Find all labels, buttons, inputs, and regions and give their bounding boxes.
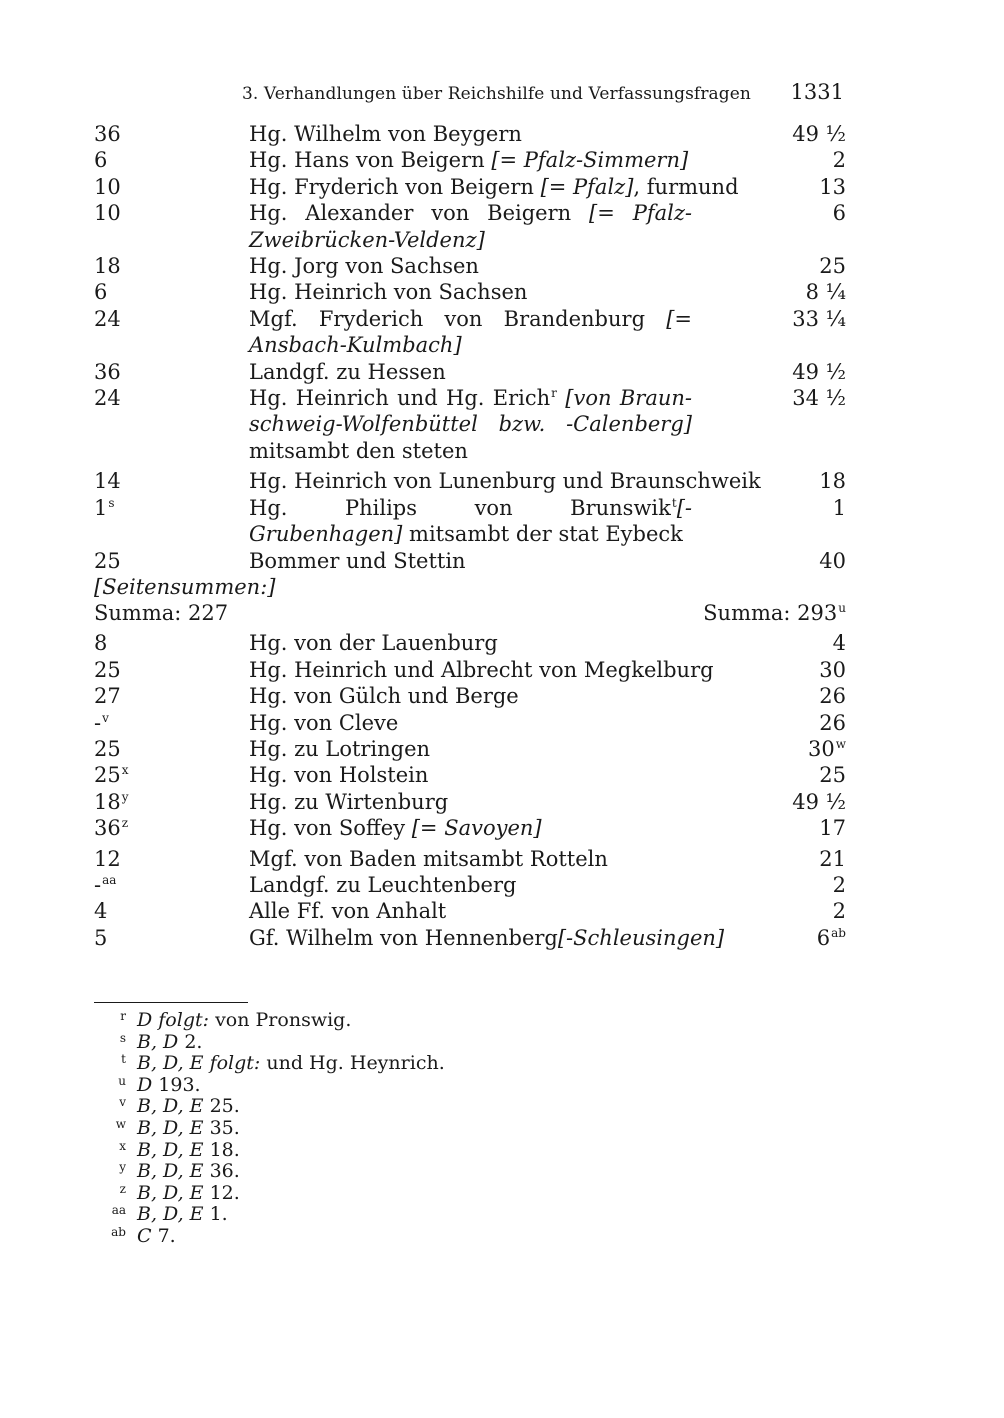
row-value [817, 925, 846, 951]
row-value [792, 789, 846, 815]
row-number [94, 736, 234, 762]
row-name [249, 495, 692, 548]
row-value-number: 25 [819, 254, 846, 279]
row-value [792, 121, 846, 147]
footnote-text [137, 1096, 240, 1118]
row-value-number: 49 ½ [792, 359, 846, 384]
row-number-value: 6 [94, 148, 108, 173]
footnote-text-part: 12. [203, 1181, 240, 1204]
footnote-text [137, 1161, 240, 1183]
row-name-part: Hg. Heinrich von Sachsen [249, 280, 528, 305]
footnote-text-part: B, D, E [137, 1116, 204, 1139]
row-value [819, 846, 846, 872]
row-value [792, 306, 846, 332]
footnote [94, 1075, 794, 1097]
row-name-part: , furmund [633, 174, 739, 199]
page-number: 1331 [790, 80, 844, 104]
row-value [833, 630, 846, 656]
table-row [94, 815, 846, 841]
row-number [94, 359, 234, 385]
row-name-part: Hg. Jorg von Sachsen [249, 254, 479, 279]
row-name-part: [= Pfalz-Simmern] [491, 148, 689, 173]
row-name [249, 279, 692, 305]
row-name [249, 789, 692, 815]
footnote-text [137, 1118, 240, 1140]
footnote-text-part: 18. [203, 1138, 240, 1161]
row-value-number: 2 [832, 148, 846, 173]
row-number [94, 548, 234, 574]
row-number [94, 495, 234, 521]
row-value-number: 4 [832, 631, 846, 656]
row-number [94, 846, 234, 872]
footnote-ref: s [108, 495, 115, 510]
row-name-part: Mgf. Fryderich von Brandenburg [249, 306, 667, 331]
footnote-text-part: C [137, 1224, 152, 1247]
section-label: [Seitensummen:] [94, 574, 276, 599]
row-number-value: 36 [94, 816, 121, 841]
row-name-part: Hg. Heinrich und Albrecht von Megkelburg [249, 657, 714, 682]
row-value-number: 6 [816, 925, 831, 950]
row-name [249, 657, 714, 683]
table-row [94, 710, 846, 736]
table-row [94, 683, 846, 709]
row-value [819, 710, 846, 736]
footnote-ref: z [121, 816, 129, 831]
table-row [94, 925, 846, 951]
row-value [806, 279, 846, 305]
table-row [94, 846, 846, 872]
row-name [249, 898, 692, 924]
row-number [94, 789, 234, 815]
contribution-table [94, 121, 846, 951]
footnote-mark: w [115, 1116, 126, 1131]
row-name-part: mitsambt der stat Eybeck [402, 522, 683, 547]
row-number [94, 468, 234, 494]
footnote-mark: t [121, 1052, 126, 1067]
row-name-part: Hg. Fryderich von Beigern [249, 174, 541, 199]
footnote-text [137, 1226, 176, 1248]
row-value [819, 683, 846, 709]
footnote-mark: y [119, 1160, 126, 1175]
row-value-number: 2 [832, 872, 846, 897]
table-section-a [94, 121, 846, 574]
row-name-part: Gf. Wilhelm von Hennenberg [249, 925, 558, 950]
row-name-part: Landgf. zu Hessen [249, 359, 446, 384]
footnote-ref: v [102, 710, 109, 725]
row-number [94, 121, 234, 147]
row-number-value: 27 [94, 684, 121, 709]
row-value-number: 49 ½ [792, 122, 846, 146]
table-row [94, 359, 846, 385]
footnote-text-part: B, D, E [137, 1181, 204, 1204]
row-number-value: 10 [94, 201, 121, 226]
table-row [94, 147, 846, 173]
row-value-number: 18 [819, 469, 846, 494]
row-value-number: 30 [819, 657, 846, 682]
footnote-ref: r [551, 386, 557, 401]
row-name-part: Hg. zu Lotringen [249, 736, 431, 761]
footnote-ref: ab [831, 925, 846, 940]
row-number-value: 36 [94, 122, 121, 146]
row-number-value: 1 [94, 495, 108, 520]
row-value [833, 147, 846, 173]
footnote [94, 1096, 794, 1118]
row-value [819, 174, 846, 200]
footnote-text-part: D folgt: [137, 1009, 210, 1031]
footnote-text-part: 25. [203, 1095, 240, 1118]
row-name-part: Hg. von Cleve [249, 710, 399, 735]
table-row [94, 253, 846, 279]
row-name [249, 710, 692, 736]
footnote-text [137, 1204, 228, 1226]
row-value [833, 872, 846, 898]
footnote-mark: s [119, 1030, 126, 1045]
row-name-part: [von Braunschweig-Wolfenbüttel bzw. -Calenberg] [249, 386, 693, 437]
row-value-number: 33 ¼ [792, 306, 846, 331]
row-value [819, 657, 846, 683]
footnote-text [137, 1075, 201, 1097]
table-row [94, 736, 846, 762]
footnote-ref: t [671, 495, 677, 510]
running-head [242, 80, 844, 108]
footnote-ref: w [835, 736, 846, 751]
row-name-part: Hg. von Gülch und Berge [249, 684, 519, 709]
row-number [94, 306, 234, 332]
row-value [819, 815, 846, 841]
row-name [249, 630, 692, 656]
row-number [94, 683, 234, 709]
row-number-value: 24 [94, 386, 121, 411]
footnote-text-part: B, D [137, 1030, 179, 1053]
running-head-title: 3. Verhandlungen über Reichshilfe und Verfassungsfragen [242, 84, 751, 104]
row-number-value: - [94, 872, 102, 897]
row-value-number: 25 [819, 763, 846, 788]
row-name [249, 147, 692, 173]
row-name-part: Mgf. von Baden mitsambt Rotteln [249, 846, 608, 871]
row-name-part: [= Ansbach-Kulmbach] [249, 306, 692, 358]
footnote-text [137, 1183, 240, 1205]
table-row [94, 548, 846, 574]
row-name-part: Bommer und Stettin [249, 548, 466, 573]
table-row [94, 468, 846, 494]
row-name [249, 174, 739, 200]
table-section-b [94, 630, 846, 951]
row-value [819, 253, 846, 279]
row-name [249, 815, 692, 841]
row-name-part: [-Grubenhagen] [249, 495, 692, 547]
row-number-value: 25 [94, 548, 121, 573]
footnote-text-part: D [137, 1073, 153, 1096]
footnote-text-part: und Hg. Heynrich. [260, 1052, 445, 1075]
footnote [94, 1161, 794, 1183]
row-number [94, 898, 234, 924]
row-value [833, 898, 846, 924]
footnote-text-part: 7. [151, 1224, 176, 1247]
row-number [94, 630, 234, 656]
table-row [94, 495, 846, 548]
table-row [94, 789, 846, 815]
footnote-mark: aa [111, 1203, 126, 1218]
footnote-text-part: 2. [178, 1030, 203, 1053]
row-value-number: 21 [819, 846, 846, 871]
table-row [94, 200, 846, 253]
footnote [94, 1010, 794, 1032]
row-name-part: [= Pfalz-Zweibrücken-Veldenz] [249, 201, 692, 252]
table-row [94, 630, 846, 656]
row-value-number: 1 [832, 495, 846, 520]
footnote-text-part: 1. [203, 1203, 228, 1226]
row-name-part: [-Schleusingen] [557, 925, 725, 950]
footnote [94, 1183, 794, 1205]
row-name [249, 253, 692, 279]
row-number-value: 6 [94, 280, 108, 305]
row-name-part: Hg. von der Lauenburg [249, 631, 498, 656]
row-number [94, 815, 234, 841]
row-number-value: 8 [94, 631, 108, 656]
row-value [819, 762, 846, 788]
row-number-value: 10 [94, 174, 121, 199]
row-name-part: Hg. Alexander von Beigern [249, 201, 590, 226]
row-number-value: 14 [94, 469, 121, 494]
footnote-mark: u [118, 1073, 126, 1088]
row-value-number: 26 [819, 684, 846, 709]
row-number [94, 872, 234, 898]
row-value-number: 6 [832, 201, 846, 226]
row-name [249, 385, 692, 464]
row-number-value: 4 [94, 899, 108, 924]
footnote-mark: x [119, 1138, 126, 1153]
row-value-number: 49 ½ [792, 789, 846, 814]
row-number-value: 25 [94, 736, 121, 761]
row-number [94, 253, 234, 279]
row-number-value: 18 [94, 789, 121, 814]
row-value-number: 40 [819, 548, 846, 573]
table-row [94, 174, 846, 200]
footnote-mark: z [119, 1181, 126, 1196]
table-row [94, 898, 846, 924]
row-number-value: 12 [94, 846, 121, 871]
table-row [94, 385, 846, 464]
footnote-ref: x [121, 763, 129, 778]
row-name-part: mitsambt den steten [249, 438, 468, 463]
row-value [819, 468, 846, 494]
footnote-text-part: B, D, E folgt: [137, 1052, 261, 1075]
sum-right [703, 600, 846, 626]
table-row [94, 279, 846, 305]
footnote-text-part: B, D, E [137, 1095, 204, 1118]
sum-right-value: Summa: 293 [703, 601, 838, 626]
row-number-value: 36 [94, 359, 121, 384]
row-number [94, 657, 234, 683]
table-row [94, 762, 846, 788]
row-name-part: Hg. Heinrich und Hg. Erich [249, 386, 551, 411]
row-value-number: 8 ¼ [805, 280, 846, 305]
footnote [94, 1118, 794, 1140]
row-name-part: Alle Ff. von Anhalt [249, 899, 447, 924]
row-value-number: 30 [807, 736, 835, 761]
row-name-part: Hg. Wilhelm von Beygern [249, 122, 522, 146]
row-name [249, 468, 761, 494]
row-name [249, 925, 725, 951]
row-name [249, 121, 692, 147]
sum-row [94, 600, 846, 630]
footnote-text-part: 35. [203, 1116, 240, 1139]
footnote [94, 1204, 794, 1226]
row-name-part: Hg. von Soffey [249, 816, 412, 841]
table-row [94, 306, 846, 359]
row-number [94, 925, 234, 951]
row-number-value: 25 [94, 657, 121, 682]
footnote [94, 1053, 794, 1075]
footnote-mark: v [119, 1095, 126, 1110]
row-value [792, 359, 846, 385]
row-number-value: - [94, 710, 102, 735]
row-number-value: 5 [94, 925, 108, 950]
row-number [94, 174, 234, 200]
footnote-text [137, 1010, 351, 1032]
row-value [833, 495, 846, 521]
row-number [94, 200, 234, 226]
footnote-text [137, 1032, 202, 1054]
row-number [94, 385, 234, 411]
row-value [833, 200, 846, 226]
footnote-rule [94, 1002, 248, 1003]
footnote-text-part: B, D, E [137, 1160, 204, 1183]
row-value-number: 13 [819, 174, 846, 199]
footnote-ref: y [121, 789, 129, 804]
footnote-text-part: 36. [203, 1160, 240, 1183]
table-row [94, 121, 846, 147]
row-name [249, 359, 692, 385]
row-name [249, 683, 692, 709]
row-name-part: Landgf. zu Leuchtenberg [249, 872, 517, 897]
row-value-number: 2 [832, 899, 846, 924]
row-name-part: [= Savoyen] [411, 816, 542, 841]
sum-left: Summa: 227 [94, 601, 229, 626]
footnote-ref: aa [102, 872, 117, 887]
row-number-value: 18 [94, 254, 121, 279]
footnotes [94, 1010, 794, 1248]
row-name [249, 548, 692, 574]
row-name [249, 200, 692, 253]
row-value-number: 17 [819, 816, 846, 841]
footnote-mark: r [120, 1009, 126, 1023]
row-name-part: Hg. Philips von Brunswik [249, 495, 671, 520]
row-name-part: Hg. zu Wirtenburg [249, 789, 449, 814]
row-name [249, 872, 692, 898]
footnote [94, 1032, 794, 1054]
row-name [249, 762, 692, 788]
row-number [94, 279, 234, 305]
row-number [94, 147, 234, 173]
row-value-number: 26 [819, 710, 846, 735]
row-value [819, 548, 846, 574]
row-name-part: Hg. Heinrich von Lunenburg und Braunschweik [249, 469, 761, 494]
row-name [249, 846, 692, 872]
row-name-part: Hg. Hans von Beigern [249, 148, 492, 173]
row-number [94, 762, 234, 788]
footnote-text-part: von Pronswig. [209, 1009, 352, 1031]
footnote-text-part: B, D, E [137, 1203, 204, 1226]
table-row [94, 872, 846, 898]
row-number-value: 25 [94, 763, 121, 788]
footnote-mark: ab [111, 1224, 126, 1239]
table-row [94, 657, 846, 683]
footnote-text [137, 1053, 445, 1075]
row-name [249, 306, 692, 359]
row-name [249, 736, 692, 762]
footnote-text-part: B, D, E [137, 1138, 204, 1161]
footnote-text-part: 193. [152, 1073, 201, 1096]
row-name-part: [= Pfalz] [540, 174, 634, 199]
footnote [94, 1140, 794, 1162]
row-value [808, 736, 846, 762]
row-number [94, 710, 234, 736]
row-number-value: 24 [94, 306, 121, 331]
row-name-part: Hg. von Holstein [249, 763, 429, 788]
row-value [792, 385, 846, 411]
footnote [94, 1226, 794, 1248]
footnote-text [137, 1140, 240, 1162]
footnote-ref: u [838, 601, 846, 616]
row-value-number: 34 ½ [792, 386, 846, 411]
